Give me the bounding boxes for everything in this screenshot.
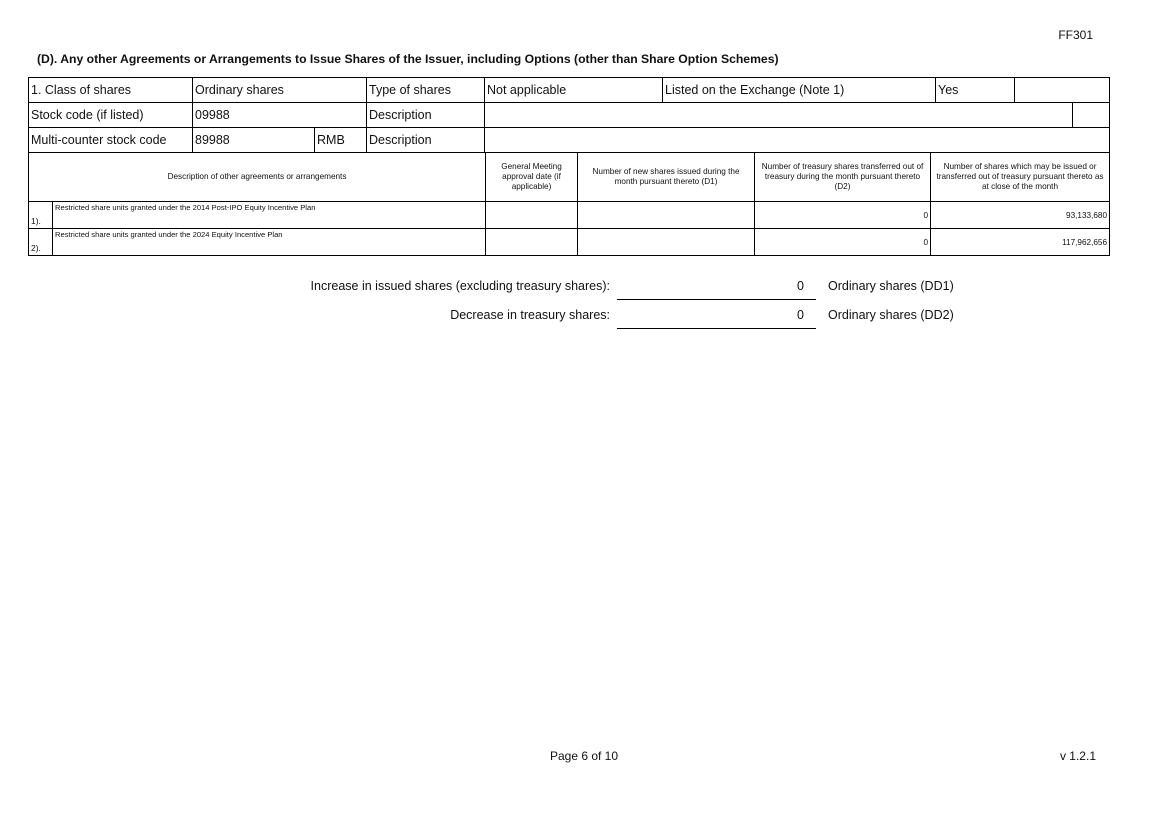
type-of-shares-value: Not applicable bbox=[485, 78, 663, 103]
type-of-shares-label: Type of shares bbox=[367, 78, 485, 103]
row-new-shares bbox=[578, 229, 755, 256]
decrease-underline bbox=[617, 327, 816, 329]
agreements-table bbox=[28, 152, 1110, 256]
col-header-treasury: Number of treasury shares transferred out of treasury during the month pursuant thereto (D2) bbox=[755, 153, 931, 202]
row-may-issue: 93,133,680 bbox=[931, 202, 1110, 229]
description-value bbox=[485, 103, 1073, 128]
class-of-shares-label: 1. Class of shares bbox=[29, 78, 193, 103]
table-header-row bbox=[29, 153, 1110, 202]
listed-extra-cell bbox=[1015, 78, 1110, 103]
row-index: 2). bbox=[29, 229, 53, 256]
decrease-unit: Ordinary shares (DD2) bbox=[828, 308, 954, 322]
row-treasury: 0 bbox=[755, 229, 931, 256]
section-title: (D). Any other Agreements or Arrangements to Issue Shares of the Issuer, including Options (other than Share Option Schemes) bbox=[37, 52, 779, 66]
multi-counter-label: Multi-counter stock code bbox=[29, 128, 193, 153]
decrease-label: Decrease in treasury shares: bbox=[450, 308, 610, 322]
row-gm-date bbox=[486, 229, 578, 256]
col-header-new-shares: Number of new shares issued during the month pursuant thereto (D1) bbox=[578, 153, 755, 202]
increase-value: 0 bbox=[797, 279, 804, 293]
col-header-gm-date: General Meeting approval date (if applicable) bbox=[486, 153, 578, 202]
increase-unit: Ordinary shares (DD1) bbox=[828, 279, 954, 293]
form-code: FF301 bbox=[1058, 28, 1093, 42]
increase-label: Increase in issued shares (excluding treasury shares): bbox=[310, 279, 610, 293]
currency-value: RMB bbox=[315, 128, 367, 153]
row-description: Restricted share units granted under the 2014 Post-IPO Equity Incentive Plan bbox=[53, 202, 486, 229]
version-label: v 1.2.1 bbox=[1059, 749, 1096, 763]
description-label-2: Description bbox=[367, 128, 485, 153]
multi-counter-row bbox=[29, 128, 1110, 153]
row-may-issue: 117,962,656 bbox=[931, 229, 1110, 256]
col-header-may-issue: Number of shares which may be issued or transferred out of treasury pursuant thereto as at close of the month bbox=[931, 153, 1110, 202]
stock-code-label: Stock code (if listed) bbox=[29, 103, 193, 128]
col-header-description: Description of other agreements or arrangements bbox=[29, 153, 486, 202]
share-info-table bbox=[28, 77, 1110, 153]
table-row bbox=[29, 202, 1110, 229]
listed-value: Yes bbox=[936, 78, 1015, 103]
class-of-shares-row bbox=[29, 78, 1110, 103]
increase-underline bbox=[617, 298, 816, 300]
description-extra-cell bbox=[1073, 103, 1110, 128]
stock-code-row bbox=[29, 103, 1110, 128]
description-label: Description bbox=[367, 103, 485, 128]
description-value-2 bbox=[485, 128, 1110, 153]
stock-code-value: 09988 bbox=[193, 103, 367, 128]
row-gm-date bbox=[486, 202, 578, 229]
table-row bbox=[29, 229, 1110, 256]
row-new-shares bbox=[578, 202, 755, 229]
multi-counter-value: 89988 bbox=[193, 128, 315, 153]
decrease-value: 0 bbox=[797, 308, 804, 322]
row-description: Restricted share units granted under the 2024 Equity Incentive Plan bbox=[53, 229, 486, 256]
listed-label: Listed on the Exchange (Note 1) bbox=[663, 78, 936, 103]
page-number: Page 6 of 10 bbox=[549, 749, 619, 763]
class-of-shares-value: Ordinary shares bbox=[193, 78, 367, 103]
row-index: 1). bbox=[29, 202, 53, 229]
row-treasury: 0 bbox=[755, 202, 931, 229]
